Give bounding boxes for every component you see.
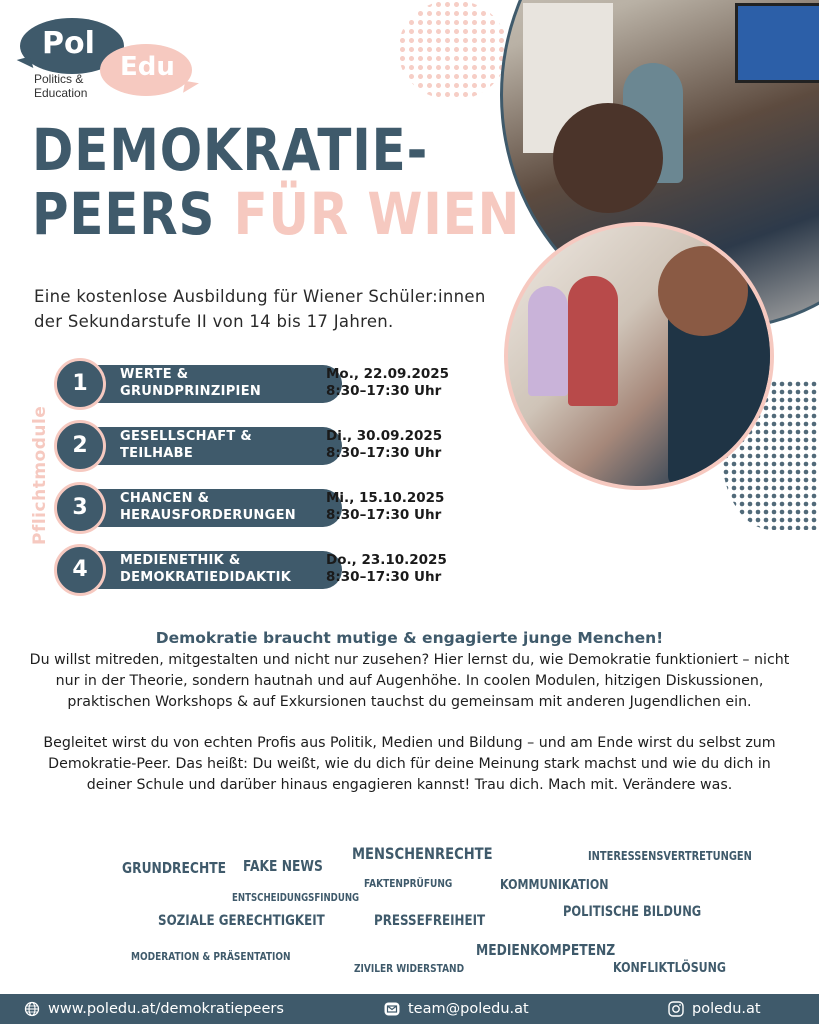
keyword: MODERATION & PRÄSENTATION	[131, 950, 291, 963]
keyword: INTERESSENSVERTRETUNGEN	[588, 849, 752, 863]
footer-bar	[0, 994, 819, 1024]
mail-icon	[384, 1001, 400, 1017]
module-number: 1	[54, 358, 106, 410]
module-date: Mi., 15.10.2025 8:30–17:30 Uhr	[326, 490, 445, 523]
description-paragraph-1: Du willst mitreden, mitgestalten und nicht nur zusehen? Hier lernst du, wie Demokratie funktioniert – nicht nur in der Theorie, sondern hautnah und auf Augenhöhe. In coolen Modulen, hitzigen Diskussionen, praktischen Workshops & auf Exkursionen tauchst du gemeinsam mit anderen Jugendlichen ein.	[29, 652, 790, 710]
keyword: SOZIALE GERECHTIGKEIT	[158, 913, 325, 929]
module-number: 4	[54, 544, 106, 596]
keyword: FAKE NEWS	[243, 857, 323, 875]
footer-website-text: www.poledu.at/demokratiepeers	[48, 1001, 284, 1017]
keyword: POLITISCHE BILDUNG	[563, 904, 702, 920]
keyword: FAKTENPRÜFUNG	[364, 877, 453, 890]
keyword: MEDIENKOMPETENZ	[476, 941, 616, 959]
module-name: MEDIENETHIK & DEMOKRATIEDIDAKTIK	[120, 553, 292, 585]
logo-pol-text: Pol	[42, 26, 95, 61]
keyword: KONFLIKTLÖSUNG	[613, 960, 727, 976]
logo-subline: Politics & Education	[34, 72, 88, 100]
keyword: GRUNDRECHTE	[122, 859, 227, 877]
logo-edu-text: Edu	[120, 52, 175, 82]
description	[24, 628, 795, 796]
keyword: KOMMUNIKATION	[500, 877, 609, 893]
page-title: DEMOKRATIE- PEERS FÜR WIEN	[32, 116, 521, 248]
title-accent: FÜR WIEN	[233, 180, 521, 248]
keyword: PRESSEFREIHEIT	[374, 913, 486, 929]
poledu-logo	[16, 16, 196, 106]
dot-pattern-pink	[398, 0, 508, 100]
footer-website-link[interactable]	[24, 994, 284, 1024]
module-3	[54, 482, 474, 534]
page-subtitle: Eine kostenlose Ausbildung für Wiener Schüler:innen der Sekundarstufe II von 14 bis 17 Jahren.	[34, 287, 486, 331]
module-date: Di., 30.09.2025 8:30–17:30 Uhr	[326, 428, 443, 461]
module-number: 3	[54, 482, 106, 534]
module-date: Mo., 22.09.2025 8:30–17:30 Uhr	[326, 366, 450, 399]
instagram-icon	[668, 1001, 684, 1017]
footer-email-link[interactable]	[384, 994, 529, 1024]
description-headline: Demokratie braucht mutige & engagierte junge Menchen!	[155, 629, 664, 647]
module-number: 2	[54, 420, 106, 472]
globe-icon	[24, 1001, 40, 1017]
description-paragraph-2: Begleitet wirst du von echten Profis aus Politik, Medien und Bildung – und am Ende wirst du selbst zum Demokratie-Peer. Das heißt: Du weißt, wie du dich für deine Meinung stark machst und wie du dich in deiner Schule und darüber hinaus engagieren kannst! Trau dich. Mach mit. Verändere was.	[43, 735, 776, 793]
keyword: ZIVILER WIDERSTAND	[354, 962, 465, 975]
module-name: WERTE & GRUNDPRINZIPIEN	[120, 367, 262, 399]
module-4	[54, 544, 474, 596]
students-photo	[504, 222, 774, 490]
module-date: Do., 23.10.2025 8:30–17:30 Uhr	[326, 552, 447, 585]
module-name: GESELLSCHAFT & TEILHABE	[120, 429, 253, 461]
modules-side-label: Pflichtmodule	[30, 405, 50, 545]
module-2	[54, 420, 474, 472]
keyword: MENSCHENRECHTE	[352, 844, 493, 863]
module-name: CHANCEN & HERAUSFORDERUNGEN	[120, 491, 296, 523]
footer-email-text: team@poledu.at	[408, 1001, 529, 1017]
footer-instagram-text: poledu.at	[692, 1001, 761, 1017]
footer-instagram-link[interactable]	[668, 994, 761, 1024]
keyword: ENTSCHEIDUNGSFINDUNG	[232, 892, 360, 904]
module-1	[54, 358, 474, 410]
